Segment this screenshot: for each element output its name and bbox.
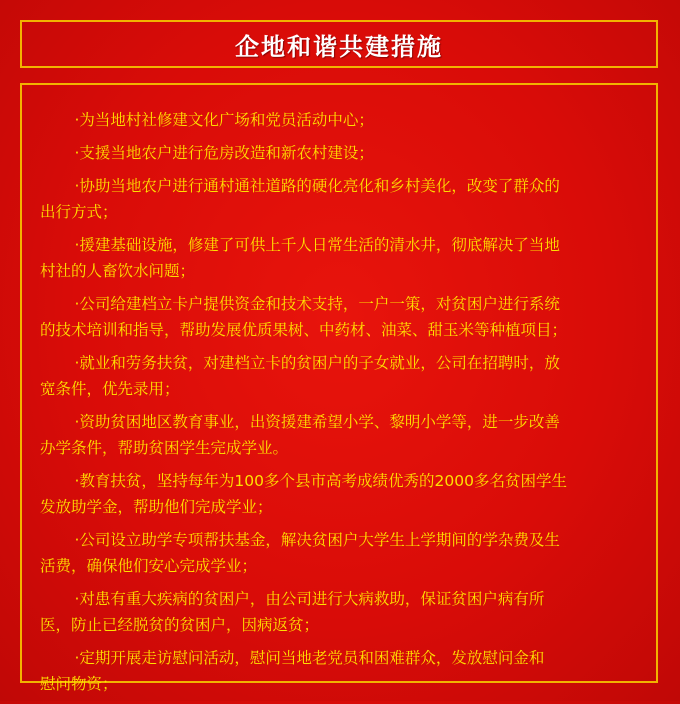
list-item: ·协助当地农户进行通村通社道路的硬化亮化和乡村美化，改变了群众的 出行方式；: [40, 177, 560, 221]
list-item: ·资助贫困地区教育事业，出资援建希望小学、黎明小学等，进一步改善 办学条件，帮助贫困学生完成学业。: [40, 413, 560, 457]
list-item: ·就业和劳务扶贫，对建档立卡的贫困户的子女就业，公司在招聘时，放 宽条件，优先录用；: [40, 354, 560, 398]
list-item: ·教育扶贫，坚持每年为100多个县市高考成绩优秀的2000多名贫困学生 发放助学金，帮助他们完成学业；: [40, 472, 567, 516]
list-item: ·支援当地农户进行危房改造和新农村建设；: [40, 144, 374, 162]
list-item: ·援建基础设施，修建了可供上千人日常生活的清水井，彻底解决了当地 村社的人畜饮水问题；: [40, 236, 560, 280]
title-banner: [20, 20, 658, 68]
list-item: ·公司给建档立卡户提供资金和技术支持，一户一策，对贫困户进行系统 的技术培训和指导，帮助发展优质果树、中药材、油菜、甜玉米等种植项目；: [40, 295, 568, 339]
list-item: ·为当地村社修建文化广场和党员活动中心；: [40, 111, 374, 129]
page-title: 企地和谐共建措施: [235, 32, 443, 61]
measures-panel: [20, 83, 658, 693]
list-item: ·对患有重大疾病的贫困户，由公司进行大病救助，保证贫困户病有所 医，防止已经脱贫的贫困户，因病返贫；: [40, 590, 545, 634]
measures-list: [40, 107, 640, 704]
list-item: ·定期开展走访慰问活动，慰问当地老党员和困难群众，发放慰问金和 慰问物资；: [40, 649, 545, 693]
list-item: ·公司设立助学专项帮扶基金，解决贫困户大学生上学期间的学杂费及生 活费，确保他们安心完成学业；: [40, 531, 560, 575]
